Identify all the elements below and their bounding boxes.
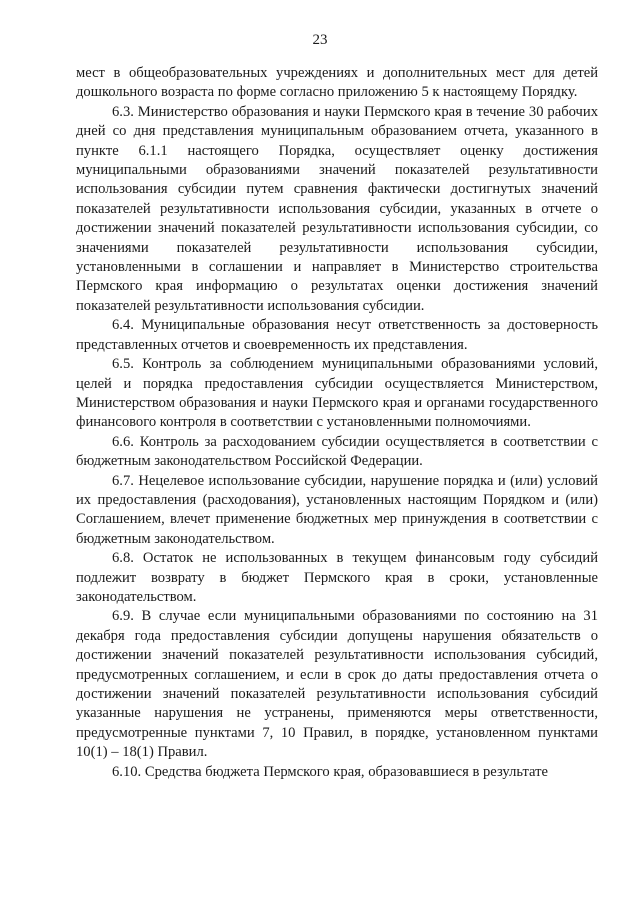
paragraph-continuation: мест в общеобразовательных учреждениях и дополнительных мест для детей дошкольного возраста по форме согласно приложению 5 к настоящему Порядку. (76, 65, 598, 101)
paragraph-6-4: 6.4. Муниципальные образования несут ответственность за достоверность представленных отчетов и своевременность их представления. (76, 317, 598, 353)
page-number: 23 (312, 32, 328, 48)
paragraph-6-7: 6.7. Нецелевое использование субсидии, нарушение порядка и (или) условий их предоставления (расходования), установленных настоящим Порядком и (или) Соглашением, влечет применение бюджетных мер принуждения в соответствии с бюджетным законодательством. (76, 472, 598, 547)
paragraph-6-9: 6.9. В случае если муниципальными образованиями по состоянию на 31 декабря года предоставления субсидии допущены нарушения обязательств о достижении значений показателей результативности использования субсидий, предусмотренных соглашением, и если в срок до даты предоставления отчета о достижении значений показателей результативности использования субсидий указанные нарушения не устранены, применяются меры ответственности, предусмотренные пунктами 7, 10 Правил, в порядке, установленном пунктами 10(1) – 18(1) Правил. (76, 608, 598, 761)
paragraph-6-8: 6.8. Остаток не использованных в текущем финансовым году субсидий подлежит возврату в бюджет Пермского края в сроки, установленные законодательством. (76, 550, 598, 605)
document-body (76, 64, 598, 782)
paragraph-6-3: 6.3. Министерство образования и науки Пермского края в течение 30 рабочих дней со дня представления муниципальным образованием отчета, указанного в пункте 6.1.1 настоящего Порядка, осуществляет оценку достижения муниципальными образованиями значений показателей результативности использования субсидии путем сравнения фактически достигнутых значений показателей результативности использования субсидии, указанных в отчете о достижении значений показателей результативности использования субсидии, со значениями показателей результативности использования субсидии, установленными в соглашении и направляет в Министерство строительства Пермского края информацию о результатах оценки достижения значений показателей результативности использования субсидии. (76, 103, 598, 314)
paragraph-6-5: 6.5. Контроль за соблюдением муниципальными образованиями условий, целей и порядка предоставления субсидии осуществляется Министерством, Министерством образования и науки Пермского края и органами государственного финансового контроля в соответствии с установленными полномочиями. (76, 356, 598, 431)
paragraph-6-10: 6.10. Средства бюджета Пермского края, образовавшиеся в результате (112, 763, 548, 780)
paragraph-6-6: 6.6. Контроль за расходованием субсидии осуществляется в соответствии с бюджетным законодательством Российской Федерации. (76, 433, 598, 470)
